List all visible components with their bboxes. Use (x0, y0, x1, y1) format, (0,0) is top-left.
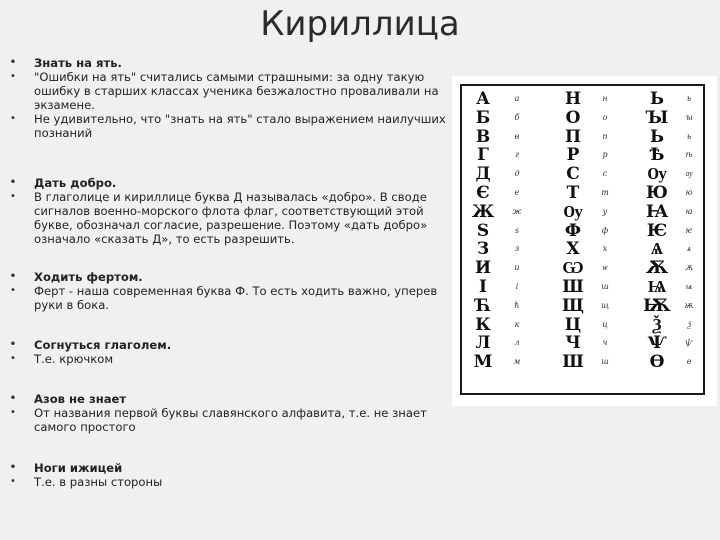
bullet-block-nogi-izhitsey (8, 461, 448, 489)
alphabet-letter: Л (475, 333, 491, 354)
bullet-heading: Азов не знает (34, 392, 127, 406)
alphabet-letter-name: а (514, 94, 520, 103)
alphabet-letter-name: ѥ (685, 225, 693, 235)
alphabet-column-3-names (680, 90, 698, 372)
alphabet-letter-name: ж (512, 206, 522, 216)
bullet-dot: • (9, 271, 17, 282)
alphabet-letter: Ѩ (647, 276, 667, 297)
alphabet-letter: Ѹ (647, 164, 667, 185)
alphabet-letter-name: ћ (514, 300, 520, 310)
alphabet-letter-name: ѳ (686, 357, 692, 367)
alphabet-letter-name: ѧ (686, 244, 692, 254)
alphabet-letter-name: л (514, 338, 520, 348)
bullet-block-znat-na-yat (8, 56, 448, 140)
alphabet-letter-name: ь (686, 94, 692, 103)
alphabet-letter-name: ѣ (685, 150, 693, 160)
alphabet-letter-name: ь (686, 131, 692, 141)
alphabet-letter-name: ѹ (685, 169, 693, 179)
alphabet-letter-name: ѩ (685, 281, 693, 291)
alphabet-column-1-letters (466, 90, 500, 372)
alphabet-letter: Ѡ (562, 258, 584, 279)
alphabet-letter: Ѯ (652, 314, 662, 335)
alphabet-letter-name: б (514, 112, 520, 122)
alphabet-letter-name: г (514, 150, 520, 160)
bullet-dot: • (10, 476, 16, 487)
bullet-block-azov-ne-znaet (8, 392, 448, 434)
alphabet-letter: Ꙗ (646, 201, 668, 222)
bullet-text: Т.е. крючком (34, 352, 114, 366)
alphabet-letter: М (473, 352, 493, 373)
alphabet-letter-name: в (514, 131, 520, 141)
alphabet-letter: Ь (649, 89, 665, 109)
alphabet-letter-name: щ (600, 300, 609, 310)
alphabet-letter-name: і (515, 281, 519, 291)
alphabet-letter: Ѹ (563, 201, 583, 222)
bullet-dot: • (9, 339, 17, 350)
alphabet-letter: С (566, 164, 580, 185)
alphabet-letter-name: ѕ (514, 225, 520, 235)
bullet-text: Не удивительно, что "знать на ять" стало выражением наилучших познаний (34, 112, 446, 140)
alphabet-letter-name: ѫ (685, 263, 693, 273)
alphabet-letter-name: ѭ (684, 300, 694, 310)
alphabet-letter: Ч (565, 333, 581, 354)
alphabet-letter: Ь (649, 126, 665, 147)
alphabet-letter-name: у (602, 206, 608, 216)
alphabet-letter: Ш (562, 276, 584, 297)
alphabet-letter: Ѫ (645, 258, 669, 279)
alphabet-letter: Н (564, 89, 582, 109)
alphabet-letter-name: ꙗ (685, 206, 693, 216)
alphabet-letter: Д (475, 164, 491, 185)
bullet-dot: • (9, 393, 17, 404)
bullet-heading: Ноги ижицей (34, 461, 123, 475)
bullet-text: В глаголице и кириллице буква Д называлась «добро». В своде сигналов военно-морского флота флаг, соответствующий этой букве, обозначал согласие, разрешение. Поэтому «дать добро» означало «сказать Д», то есть разрешить. (34, 190, 428, 246)
bullet-dot: • (10, 353, 16, 364)
alphabet-letter-name: д (514, 169, 520, 179)
alphabet-letter-name: м (513, 357, 521, 367)
alphabet-letter-name: ѱ (685, 338, 693, 348)
alphabet-letter: В (475, 126, 491, 147)
bullet-dot: • (10, 71, 16, 82)
alphabet-letter-name: ш (601, 281, 609, 291)
alphabet-letter: Ѧ (650, 239, 664, 260)
bullet-block-khodit-fertom (8, 270, 448, 312)
alphabet-column-3-letters (640, 90, 674, 372)
alphabet-column-2-letters (556, 90, 590, 372)
bullet-block-dat-dobro (8, 176, 448, 246)
bullet-heading: Ходить фертом. (34, 270, 143, 284)
alphabet-letter-name: ꙑ (685, 112, 693, 122)
alphabet-letter-name: с (602, 169, 608, 179)
bullet-dot: • (9, 177, 17, 188)
alphabet-column-2-names (596, 90, 614, 372)
alphabet-letter-name: н (602, 94, 608, 103)
alphabet-letter: Р (566, 145, 580, 166)
alphabet-letter: Б (475, 107, 491, 128)
alphabet-letter: О (565, 107, 581, 128)
alphabet-letter-name: ю (685, 187, 693, 197)
bullet-text: Т.е. в разны стороны (34, 475, 163, 489)
alphabet-letter: Ф (564, 220, 582, 241)
bullet-text: От названия первой буквы славянского алфавита, т.е. не знает самого простого (34, 406, 427, 434)
alphabet-letter: Ѥ (646, 220, 668, 241)
bullet-heading: Знать на ять. (34, 56, 122, 70)
alphabet-letter: Ѕ (476, 220, 490, 241)
bullet-heading: Согнуться глаголем. (34, 338, 172, 352)
alphabet-letter: З (476, 239, 490, 260)
alphabet-letter: Ѭ (643, 295, 671, 316)
alphabet-letter-name: р (602, 150, 608, 160)
bullet-dot: • (10, 407, 16, 418)
alphabet-letter-name: з (514, 244, 520, 254)
alphabet-letter: І (479, 276, 487, 297)
bullet-dot: • (9, 57, 17, 68)
bullet-dot: • (10, 113, 16, 124)
cyrillic-alphabet-table (452, 76, 717, 406)
bullet-heading: Дать добро. (34, 176, 117, 190)
alphabet-letter-name: о (602, 112, 608, 122)
alphabet-letter-name: ф (601, 225, 609, 235)
alphabet-letter-name: ц (602, 319, 608, 329)
alphabet-letter-name: х (602, 244, 608, 254)
alphabet-letter: Ж (471, 201, 495, 222)
alphabet-letter: Ц (564, 314, 582, 335)
alphabet-letter: Ћ (474, 295, 492, 316)
bullet-dot: • (9, 462, 17, 473)
bullet-dot: • (10, 285, 16, 296)
alphabet-letter-name: ч (602, 338, 608, 348)
alphabet-letter: Щ (562, 295, 584, 316)
alphabet-letter: Ꙑ (645, 107, 669, 128)
slide-title: Кириллица (260, 4, 460, 44)
alphabet-letter-name: е (514, 187, 520, 197)
alphabet-letter-name: т (601, 187, 609, 197)
alphabet-letter: Ю (646, 182, 668, 203)
bullet-block-sognutsya-glagolem (8, 338, 448, 366)
bullet-text: Ферт - наша современная буква Ф. То есть ходить важно, уперев руки в бока. (34, 284, 438, 312)
alphabet-letter: Г (477, 145, 489, 166)
bullet-dot: • (10, 191, 16, 202)
alphabet-letter: Т (566, 182, 580, 203)
alphabet-letter: Є (476, 182, 490, 203)
alphabet-letter-name: ѡ (602, 263, 608, 273)
alphabet-letter-name: и (514, 263, 520, 273)
alphabet-letter: Ѳ (649, 352, 665, 373)
alphabet-column-1-names (508, 90, 526, 372)
alphabet-letter-name: ш (601, 357, 609, 367)
alphabet-letter-name: к (514, 319, 520, 329)
alphabet-letter: И (474, 258, 492, 279)
alphabet-letter-name: ѯ (687, 319, 691, 329)
alphabet-letter: Ш (562, 352, 584, 373)
alphabet-letter: К (475, 314, 491, 335)
alphabet-letter: Х (566, 239, 580, 260)
alphabet-letter-name: п (602, 131, 608, 141)
alphabet-letter: А (476, 89, 490, 109)
alphabet-letter: П (564, 126, 582, 147)
alphabet-letter: Ѣ (649, 145, 665, 166)
alphabet-letter: Ѱ (647, 333, 667, 354)
bullet-text: "Ошибки на ять" считались самыми страшными: за одну такую ошибку в старших классах ученика безжалостно проваливали на экзамене. (34, 70, 439, 112)
